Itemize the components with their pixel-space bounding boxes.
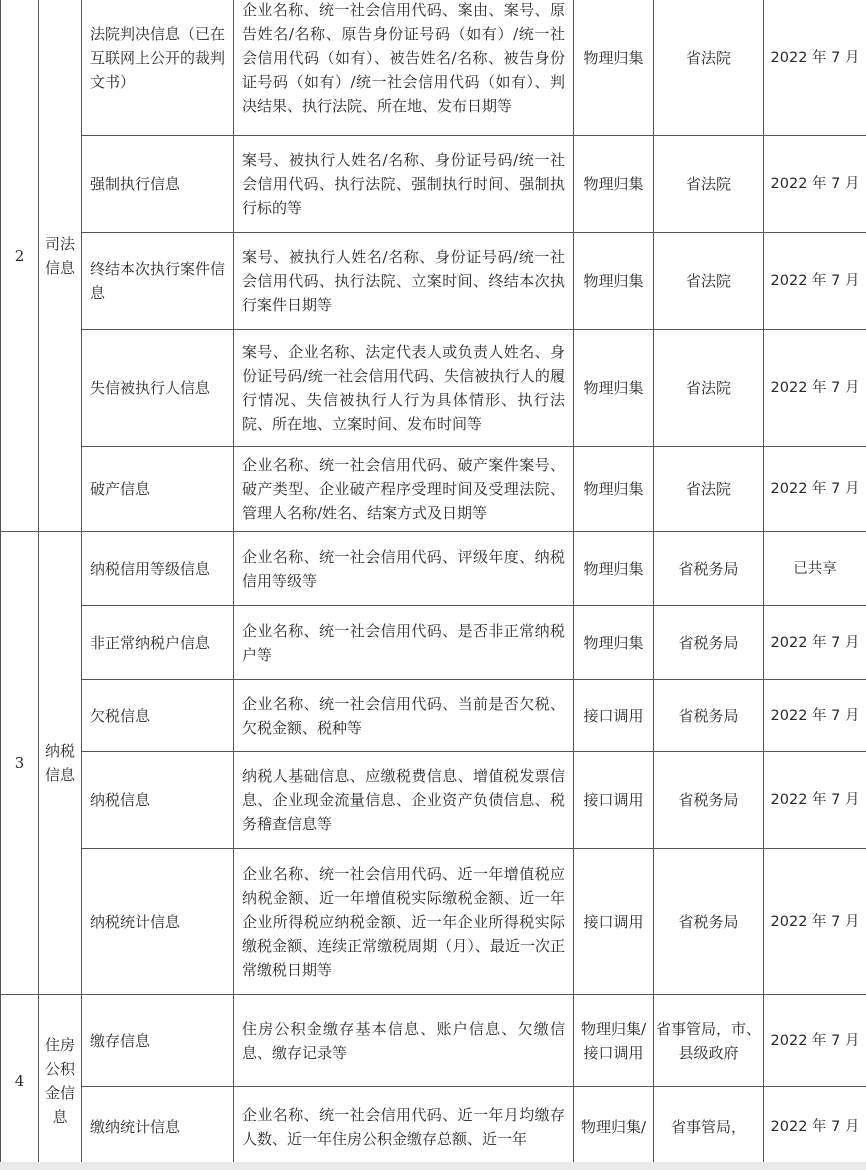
info-content: 纳税人基础信息、应缴税费信息、增值税发票信息、企业现金流量信息、企业资产负债信息、税务稽查信息等 — [234, 752, 574, 849]
collection-method: 物理归集 — [574, 606, 654, 680]
responsible-department: 省事管局，市、县级政府 — [654, 995, 764, 1087]
info-name: 破产信息 — [82, 447, 234, 532]
info-name: 纳税统计信息 — [82, 849, 234, 995]
responsible-department: 省法院 — [654, 330, 764, 447]
info-name: 缴存信息 — [82, 995, 234, 1087]
completion-date: 2022 年 7 月 — [764, 233, 866, 330]
responsible-department: 省税务局 — [654, 752, 764, 849]
table-row — [1, 136, 866, 233]
info-name: 失信被执行人信息 — [82, 330, 234, 447]
table-row — [1, 752, 866, 849]
info-name: 欠税信息 — [82, 680, 234, 752]
info-content: 企业名称、统一社会信用代码、是否非正常纳税户等 — [234, 606, 574, 680]
table-row — [1, 606, 866, 680]
table-row — [1, 233, 866, 330]
table-row — [1, 995, 866, 1087]
completion-date: 2022 年 7 月 — [764, 995, 866, 1087]
collection-method: 物理归集 — [574, 532, 654, 606]
completion-date: 2022 年 7 月 — [764, 136, 866, 233]
collection-method: 物理归集 — [574, 233, 654, 330]
info-name: 纳税信用等级信息 — [82, 532, 234, 606]
info-name: 非正常纳税户信息 — [82, 606, 234, 680]
collection-method: 接口调用 — [574, 849, 654, 995]
info-name: 强制执行信息 — [82, 136, 234, 233]
responsible-department: 省法院 — [654, 447, 764, 532]
collection-method: 物理归集 — [574, 0, 654, 136]
table-row — [1, 680, 866, 752]
group-category: 司法 信息 — [39, 0, 82, 532]
info-name: 缴纳统计信息 — [82, 1087, 234, 1167]
group-number: 4 — [1, 995, 39, 1167]
collection-method: 物理归集 — [574, 447, 654, 532]
info-content: 案号、企业名称、法定代表人或负责人姓名、身份证号码/统一社会信用代码、失信被执行人的履行情况、失信被执行人行为具体情形、执行法院、所在地、立案时间、发布时间等 — [234, 330, 574, 447]
responsible-department: 省法院 — [654, 0, 764, 136]
table-row — [1, 447, 866, 532]
info-content: 企业名称、统一社会信用代码、案由、案号、原告姓名/名称、原告身份证号码（如有）/统一社会信用代码（如有）、被告姓名/名称、被告身份证号码（如有）/统一社会信用代码（如有）、判决结果、执行法院、所在地、发布日期等 — [234, 0, 574, 136]
responsible-department: 省法院 — [654, 233, 764, 330]
info-content: 企业名称、统一社会信用代码、当前是否欠税、欠税金额、税种等 — [234, 680, 574, 752]
table-row — [1, 330, 866, 447]
completion-date: 2022 年 7 月 — [764, 447, 866, 532]
group-number: 2 — [1, 0, 39, 532]
completion-date: 2022 年 7 月 — [764, 752, 866, 849]
completion-date: 已共享 — [764, 532, 866, 606]
info-name: 法院判决信息（已在互联网上公开的裁判文书） — [82, 0, 234, 136]
collection-method: 接口调用 — [574, 752, 654, 849]
info-name: 纳税信息 — [82, 752, 234, 849]
info-content: 企业名称、统一社会信用代码、评级年度、纳税信用等级等 — [234, 532, 574, 606]
responsible-department: 省法院 — [654, 136, 764, 233]
table-row — [1, 532, 866, 606]
completion-date: 2022 年 7 月 — [764, 0, 866, 136]
responsible-department: 省税务局 — [654, 606, 764, 680]
collection-method: 物理归集/ — [574, 1087, 654, 1167]
info-content: 住房公积金缴存基本信息、账户信息、欠缴信息、缴存记录等 — [234, 995, 574, 1087]
table-row — [1, 1087, 866, 1167]
bottom-scroll-strip — [0, 1162, 866, 1170]
info-name: 终结本次执行案件信息 — [82, 233, 234, 330]
info-content: 案号、被执行人姓名/名称、身份证号码/统一社会信用代码、执行法院、强制执行时间、强制执行标的等 — [234, 136, 574, 233]
collection-method: 物理归集 — [574, 330, 654, 447]
responsible-department: 省税务局 — [654, 680, 764, 752]
table-row — [1, 0, 866, 136]
completion-date: 2022 年 7 月 — [764, 606, 866, 680]
completion-date: 2022 年 7 月 — [764, 1087, 866, 1167]
responsible-department: 省税务局 — [654, 532, 764, 606]
table-row — [1, 849, 866, 995]
collection-method: 物理归集/接口调用 — [574, 995, 654, 1087]
info-content: 案号、被执行人姓名/名称、身份证号码/统一社会信用代码、执行法院、立案时间、终结本次执行案件日期等 — [234, 233, 574, 330]
completion-date: 2022 年 7 月 — [764, 330, 866, 447]
group-category: 纳税 信息 — [39, 532, 82, 995]
info-content: 企业名称、统一社会信用代码、近一年增值税应纳税金额、近一年增值税实际缴税金额、近一年企业所得税应纳税金额、近一年企业所得税实际缴税金额、连续正常缴税周期（月）、最近一次正常缴税日期等 — [234, 849, 574, 995]
collection-method: 接口调用 — [574, 680, 654, 752]
info-content: 企业名称、统一社会信用代码、近一年月均缴存人数、近一年住房公积金缴存总额、近一年 — [234, 1087, 574, 1167]
responsible-department: 省税务局 — [654, 849, 764, 995]
collection-method: 物理归集 — [574, 136, 654, 233]
info-content: 企业名称、统一社会信用代码、破产案件案号、破产类型、企业破产程序受理时间及受理法院、管理人名称/姓名、结案方式及日期等 — [234, 447, 574, 532]
completion-date: 2022 年 7 月 — [764, 680, 866, 752]
group-category: 住房 公积 金信 息 — [39, 995, 82, 1167]
responsible-department: 省事管局， — [654, 1087, 764, 1167]
group-number: 3 — [1, 532, 39, 995]
completion-date: 2022 年 7 月 — [764, 849, 866, 995]
